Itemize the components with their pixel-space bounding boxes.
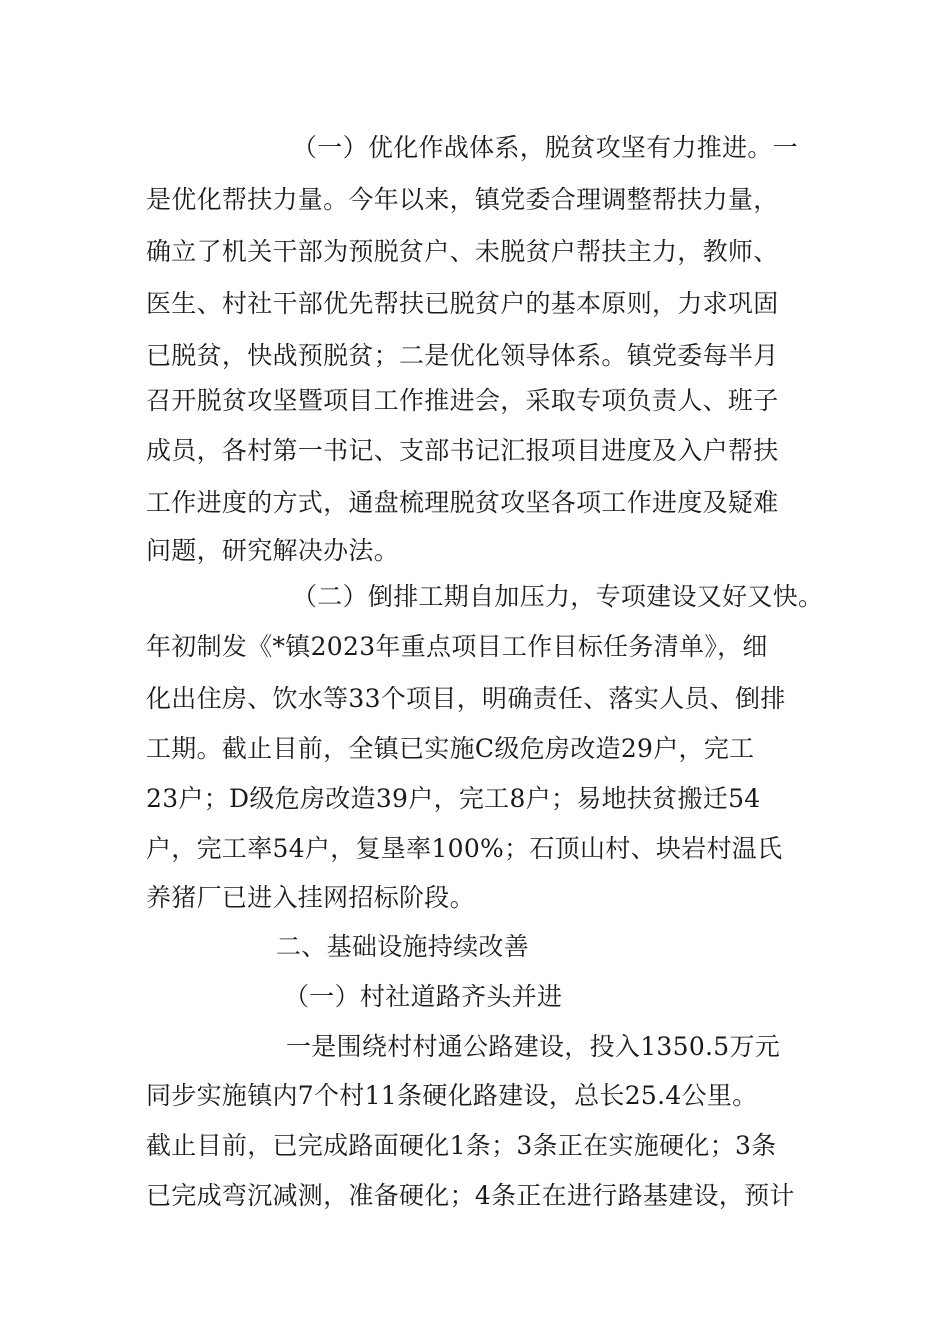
text-line-20: 同步实施镇内7个村11条硬化路建设，总长25.4公里。 [146,1081,758,1110]
text-line-6: 召开脱贫攻坚暨项目工作推进会，采取专项负责人、班子 [146,386,779,415]
text-line-14: 23户；D级危房改造39户，完工8户；易地扶贫搬迁54 [146,784,761,813]
text-line-16: 养猪厂已进入挂网招标阶段。 [146,883,475,912]
text-line-10: （二）倒排工期自加压力，专项建设又好又快。 [292,582,824,611]
text-line-21: 截止目前，已完成路面硬化1条；3条正在实施硬化；3条 [146,1131,777,1160]
text-line-8: 工作进度的方式，通盘梳理脱贫攻坚各项工作进度及疑难 [146,488,779,517]
text-line-7: 成员，各村第一书记、支部书记汇报项目进度及入户帮扶 [146,436,779,465]
text-line-3: 确立了机关干部为预脱贫户、未脱贫户帮扶主力，教师、 [146,237,779,266]
text-line-2: 是优化帮扶力量。今年以来，镇党委合理调整帮扶力量， [146,185,779,214]
text-line-22: 已完成弯沉减测，准备硬化；4条正在进行路基建设，预计 [146,1181,795,1210]
text-line-12: 化出住房、饮水等33个项目，明确责任、落实人员、倒排 [146,684,786,713]
section-heading: 二、基础设施持续改善 [276,932,530,961]
text-line-15: 户，完工率54户，复垦率100%；石顶山村、块岩村温氏 [146,834,783,863]
text-line-5: 已脱贫，快战预脱贫；二是优化领导体系。镇党委每半月 [146,341,779,370]
text-line-19: 一是围绕村村通公路建设，投入1350.5万元 [286,1032,781,1061]
text-line-13: 工期。截止目前，全镇已实施C级危房改造29户，完工 [146,734,755,763]
text-line-1: （一）优化作战体系，脱贫攻坚有力推进。一 [292,133,799,162]
text-line-11: 年初制发《*镇2023年重点项目工作目标任务清单》，细 [146,632,768,661]
text-line-9: 问题，研究解决办法。 [146,536,400,565]
subsection-heading: （一）村社道路齐头并进 [284,982,563,1011]
text-line-4: 医生、村社干部优先帮扶已脱贫户的基本原则，力求巩固 [146,289,779,318]
